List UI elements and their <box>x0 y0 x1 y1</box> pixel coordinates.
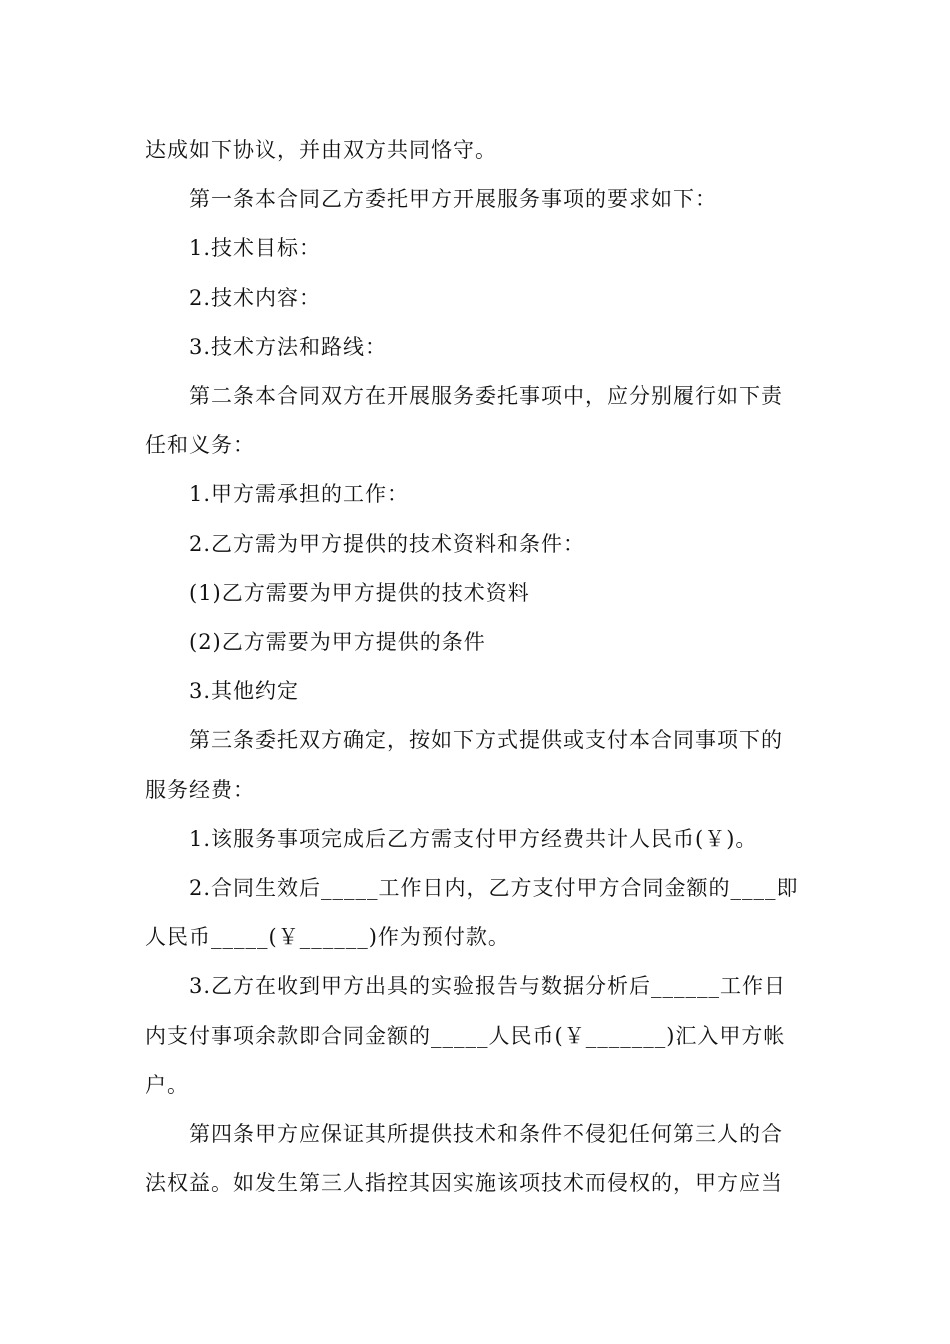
document-line: 第一条本合同乙方委托甲方开展服务事项的要求如下： <box>189 187 717 212</box>
document-line: 2.合同生效后_____工作日内，乙方支付甲方合同金额的____即 <box>189 876 799 901</box>
document-line: 内支付事项余款即合同金额的_____人民币(￥_______)汇入甲方帐 <box>145 1023 786 1048</box>
document-line: 第四条甲方应保证其所提供技术和条件不侵犯任何第三人的合 <box>189 1122 783 1147</box>
document-line: 达成如下协议，并由双方共同恪守。 <box>145 138 497 162</box>
document-line: 1.该服务事项完成后乙方需支付甲方经费共计人民币(￥)。 <box>189 826 758 851</box>
document-line: 第三条委托双方确定，按如下方式提供或支付本合同事项下的 <box>189 728 783 753</box>
document-line: 人民币_____(￥______)作为预付款。 <box>145 925 510 950</box>
document-line: (2)乙方需要为甲方提供的条件 <box>189 630 486 655</box>
document-line: 第二条本合同双方在开展服务委托事项中，应分别履行如下责 <box>189 384 783 409</box>
document-line: 3.乙方在收到甲方出具的实验报告与数据分析后______工作日 <box>189 974 787 999</box>
document-line: 法权益。如发生第三人指控其因实施该项技术而侵权的，甲方应当 <box>145 1171 783 1196</box>
document-line: 户。 <box>145 1072 189 1097</box>
document-line: 3.其他约定 <box>189 679 300 704</box>
document-line: 2.技术内容： <box>189 285 322 310</box>
document-line: 任和义务： <box>145 433 255 458</box>
document-line: 2.乙方需为甲方提供的技术资料和条件： <box>189 531 586 556</box>
document-line: 服务经费： <box>145 777 255 802</box>
document-line: (1)乙方需要为甲方提供的技术资料 <box>189 580 530 605</box>
document-line: 1.技术目标： <box>189 236 322 261</box>
document-body <box>145 126 809 1208</box>
document-line: 3.技术方法和路线： <box>189 334 388 359</box>
document-line: 1.甲方需承担的工作： <box>189 482 410 507</box>
